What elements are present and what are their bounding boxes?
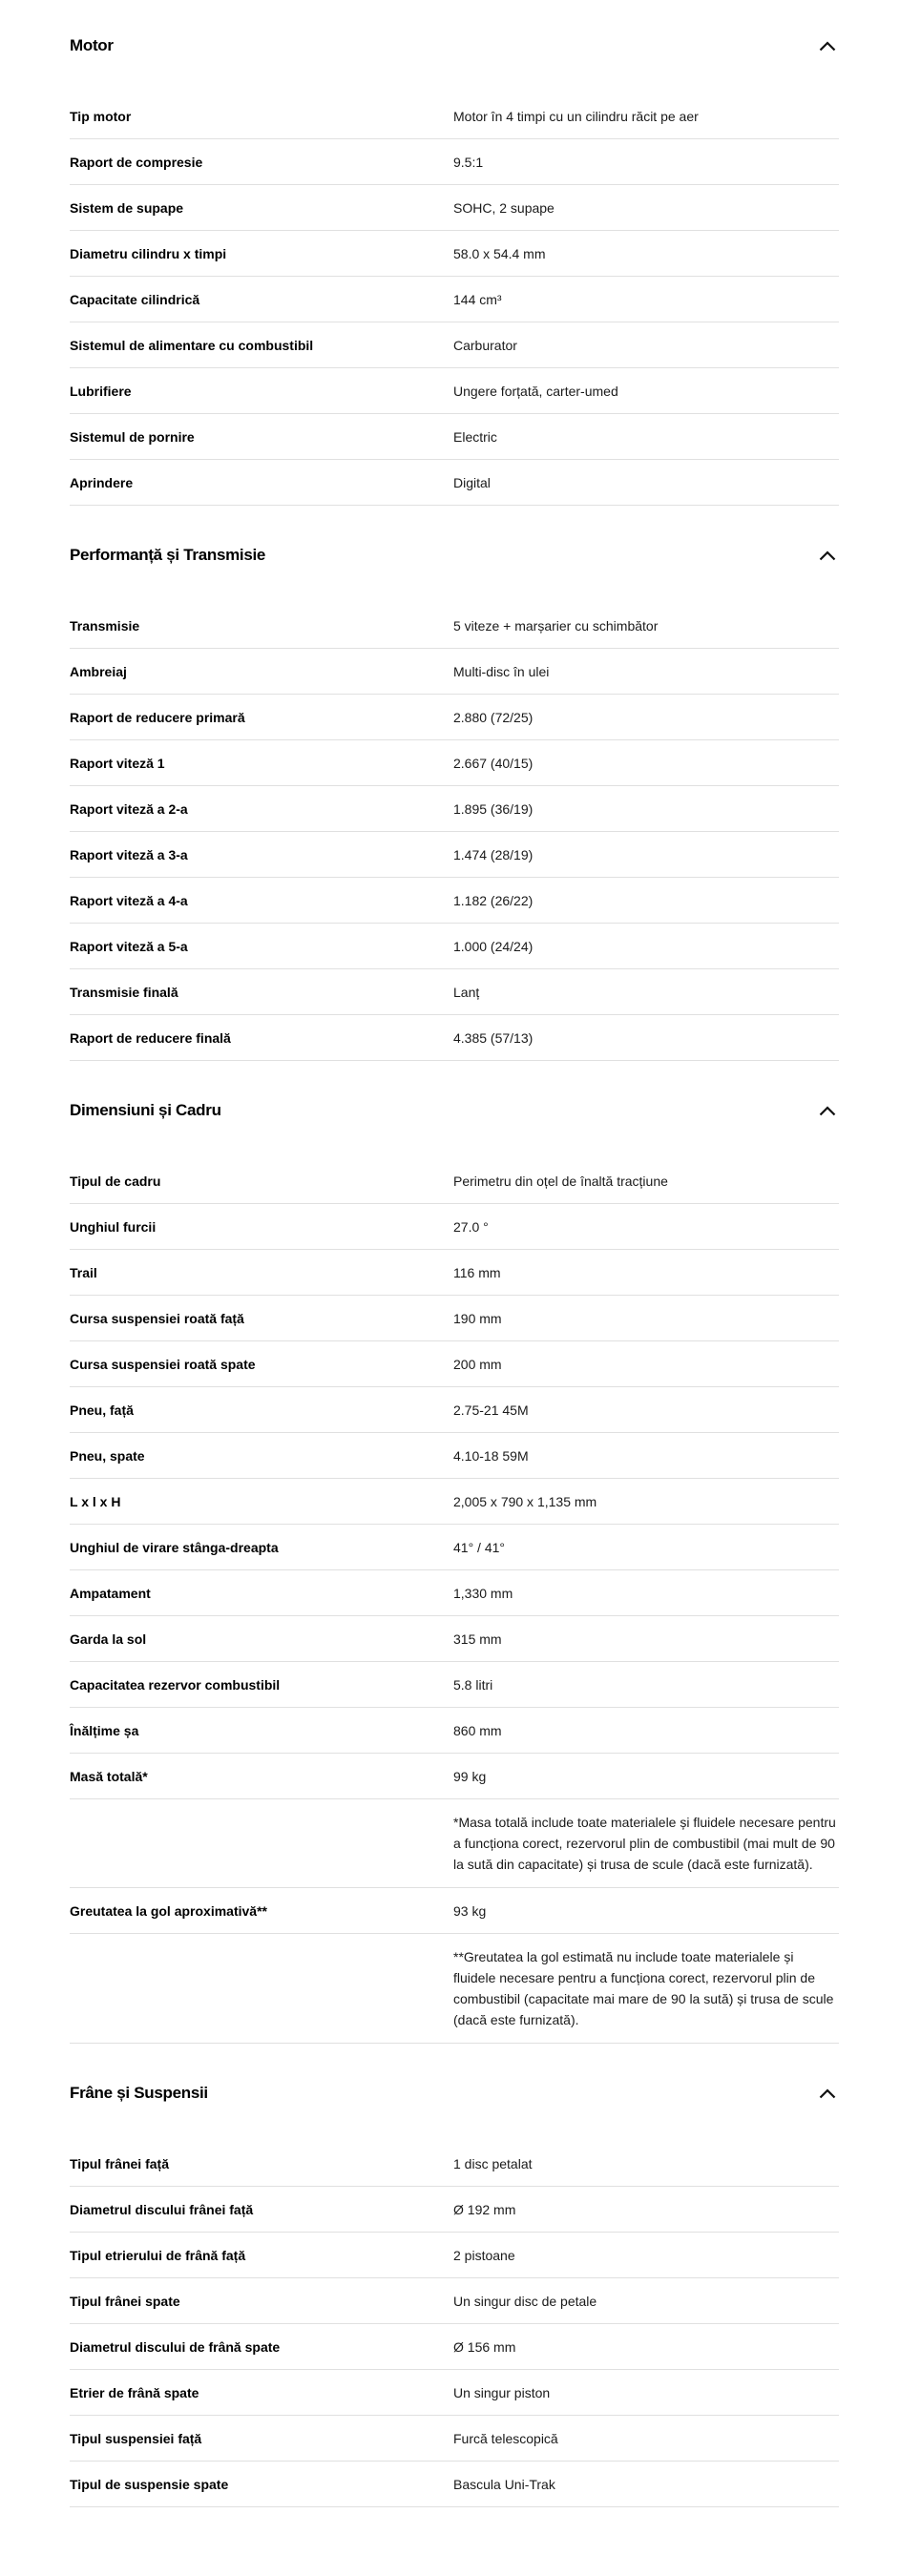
spec-row — [70, 1341, 839, 1387]
spec-label: Tipul frânei față — [70, 2155, 169, 2171]
spec-label: Raport de reducere primară — [70, 709, 245, 725]
spec-row — [70, 1570, 839, 1616]
spec-section — [70, 36, 839, 506]
spec-row — [70, 277, 839, 322]
spec-row — [70, 322, 839, 368]
spec-table — [70, 603, 839, 1061]
section-title: Frâne și Suspensii — [70, 2084, 208, 2102]
spec-section — [70, 1101, 839, 2044]
spec-label: Etrier de frână spate — [70, 2384, 199, 2400]
spec-value: SOHC, 2 supape — [453, 199, 555, 216]
spec-label: L x l x H — [70, 1493, 121, 1509]
spec-label: Diametrul discului frânei față — [70, 2201, 254, 2217]
spec-value: Furcă telescopică — [453, 2430, 558, 2446]
spec-label: Tipul de cadru — [70, 1173, 161, 1189]
spec-row — [70, 1158, 839, 1204]
spec-row — [70, 2416, 839, 2462]
spec-label: Raport viteză a 4-a — [70, 892, 188, 908]
spec-row — [70, 1888, 839, 1934]
spec-label: Raport viteză a 5-a — [70, 938, 188, 954]
spec-value: 5 viteze + marșarier cu schimbător — [453, 617, 659, 634]
spec-value: 1.895 (36/19) — [453, 800, 534, 817]
spec-row — [70, 460, 839, 506]
spec-table — [70, 93, 839, 506]
spec-note-row — [70, 1799, 839, 1888]
spec-label: Trail — [70, 1264, 97, 1280]
spec-row — [70, 1387, 839, 1433]
spec-row — [70, 2187, 839, 2233]
chevron-up-icon[interactable] — [818, 1104, 837, 1117]
section-header[interactable] — [70, 546, 839, 565]
spec-value: 41° / 41° — [453, 1539, 506, 1555]
spec-label: Capacitate cilindrică — [70, 291, 200, 307]
spec-value: 58.0 x 54.4 mm — [453, 245, 546, 261]
spec-label: Pneu, față — [70, 1402, 134, 1418]
spec-value: 1 disc petalat — [453, 2155, 533, 2171]
spec-row — [70, 603, 839, 649]
section-title: Performanță și Transmisie — [70, 546, 266, 564]
spec-value: Ø 156 mm — [453, 2338, 516, 2355]
spec-value: Un singur disc de petale — [453, 2293, 597, 2309]
spec-value: 2.667 (40/15) — [453, 755, 534, 771]
spec-row — [70, 1479, 839, 1525]
spec-value: Bascula Uni-Trak — [453, 2476, 555, 2492]
spec-row — [70, 1662, 839, 1708]
spec-value: Ungere forțată, carter-umed — [453, 383, 618, 399]
spec-value: 2.880 (72/25) — [453, 709, 534, 725]
spec-note-row — [70, 1934, 839, 2044]
spec-value: 116 mm — [453, 1264, 501, 1280]
spec-label: Greutatea la gol aproximativă** — [70, 1902, 267, 1919]
spec-value: 1.182 (26/22) — [453, 892, 534, 908]
spec-value: Digital — [453, 474, 491, 490]
spec-label: Unghiul de virare stânga-dreapta — [70, 1539, 279, 1555]
spec-table — [70, 1158, 839, 2044]
spec-row — [70, 1708, 839, 1754]
spec-row — [70, 878, 839, 924]
section-title: Motor — [70, 36, 114, 54]
section-title: Dimensiuni și Cadru — [70, 1101, 221, 1119]
spec-label: Raport viteză a 3-a — [70, 846, 188, 862]
spec-value: 190 mm — [453, 1310, 502, 1326]
spec-row — [70, 1616, 839, 1662]
spec-label: Sistemul de pornire — [70, 428, 195, 445]
spec-label: Diametrul discului de frână spate — [70, 2338, 281, 2355]
spec-value: 200 mm — [453, 1356, 502, 1372]
spec-section — [70, 546, 839, 1061]
spec-row — [70, 969, 839, 1015]
chevron-up-icon[interactable] — [818, 2087, 837, 2100]
spec-label: Ambreiaj — [70, 663, 127, 679]
spec-row — [70, 1250, 839, 1296]
spec-row — [70, 1433, 839, 1479]
spec-row — [70, 2278, 839, 2324]
spec-value: 1,330 mm — [453, 1585, 513, 1601]
spec-value: 860 mm — [453, 1722, 502, 1738]
spec-row — [70, 2324, 839, 2370]
spec-value: 315 mm — [453, 1631, 502, 1647]
spec-label: Sistem de supape — [70, 199, 184, 216]
spec-value: 9.5:1 — [453, 154, 484, 170]
spec-label: Aprindere — [70, 474, 134, 490]
spec-value: 93 kg — [453, 1902, 487, 1919]
spec-value: Carburator — [453, 337, 517, 353]
spec-value: 1.000 (24/24) — [453, 938, 534, 954]
spec-row — [70, 2233, 839, 2278]
spec-label: Sistemul de alimentare cu combustibil — [70, 337, 314, 353]
spec-table — [70, 2141, 839, 2507]
spec-value: 4.385 (57/13) — [453, 1029, 534, 1046]
spec-label: Tip motor — [70, 108, 132, 124]
spec-value: 4.10-18 59M — [453, 1447, 529, 1464]
spec-row — [70, 2370, 839, 2416]
chevron-up-icon[interactable] — [818, 549, 837, 562]
spec-value: 1.474 (28/19) — [453, 846, 534, 862]
spec-row — [70, 1296, 839, 1341]
spec-row — [70, 2462, 839, 2507]
spec-label: Diametru cilindru x timpi — [70, 245, 227, 261]
spec-value: 144 cm³ — [453, 291, 502, 307]
spec-label: Cursa suspensiei roată spate — [70, 1356, 256, 1372]
spec-row — [70, 414, 839, 460]
spec-row — [70, 139, 839, 185]
spec-label: Transmisie finală — [70, 984, 178, 1000]
spec-row — [70, 832, 839, 878]
spec-row — [70, 93, 839, 139]
spec-label: Capacitatea rezervor combustibil — [70, 1676, 281, 1693]
spec-value: 5.8 litri — [453, 1676, 493, 1693]
spec-row — [70, 1525, 839, 1570]
spec-label: Transmisie — [70, 617, 140, 634]
section-header[interactable] — [70, 36, 839, 55]
spec-row — [70, 924, 839, 969]
spec-row — [70, 1754, 839, 1799]
chevron-up-icon[interactable] — [818, 39, 837, 52]
spec-value: Perimetru din oțel de înaltă tracțiune — [453, 1173, 668, 1189]
spec-label: Tipul frânei spate — [70, 2293, 180, 2309]
spec-label: Cursa suspensiei roată față — [70, 1310, 244, 1326]
spec-label: Pneu, spate — [70, 1447, 145, 1464]
spec-label: Tipul suspensiei față — [70, 2430, 202, 2446]
spec-label: Raport viteză a 2-a — [70, 800, 188, 817]
spec-note-text: *Masa totală include toate materialele și fluidele necesare pentru a funcționa corect, rezervorul plin de combustibil (mai mult de 90 la sută din capacitate) și trusa de scule (dacă este furnizată). — [453, 1815, 836, 1872]
spec-row — [70, 368, 839, 414]
spec-label: Ampatament — [70, 1585, 151, 1601]
spec-label: Raport viteză 1 — [70, 755, 165, 771]
spec-sections-container — [70, 36, 839, 2507]
spec-value: Motor în 4 timpi cu un cilindru răcit pe aer — [453, 108, 699, 124]
section-header[interactable] — [70, 1101, 839, 1120]
spec-row — [70, 740, 839, 786]
spec-value: 2,005 x 790 x 1,135 mm — [453, 1493, 597, 1509]
spec-value: 99 kg — [453, 1768, 487, 1784]
spec-row — [70, 649, 839, 695]
spec-value: 2 pistoane — [453, 2247, 515, 2263]
spec-row — [70, 1204, 839, 1250]
spec-row — [70, 231, 839, 277]
spec-label: Înălțime șa — [70, 1722, 139, 1738]
spec-label: Raport de reducere finală — [70, 1029, 231, 1046]
spec-value: Multi-disc în ulei — [453, 663, 550, 679]
spec-value: 27.0 ° — [453, 1218, 489, 1235]
spec-label: Unghiul furcii — [70, 1218, 157, 1235]
spec-row — [70, 695, 839, 740]
spec-value: 2.75-21 45M — [453, 1402, 529, 1418]
spec-label: Garda la sol — [70, 1631, 147, 1647]
spec-label: Tipul de suspensie spate — [70, 2476, 229, 2492]
section-header[interactable] — [70, 2084, 839, 2103]
spec-section — [70, 2084, 839, 2507]
spec-label: Lubrifiere — [70, 383, 132, 399]
spec-row — [70, 185, 839, 231]
spec-row — [70, 2141, 839, 2187]
spec-value: Un singur piston — [453, 2384, 551, 2400]
spec-note-text: **Greutatea la gol estimată nu include toate materialele și fluidele necesare pentru a funcționa corect, rezervorul plin de combustibil (capacitate mai mare de 90 la sută) și trusa de scule (dacă este furnizată). — [453, 1949, 834, 2027]
spec-row — [70, 1015, 839, 1061]
spec-value: Electric — [453, 428, 497, 445]
spec-label: Tipul etrierului de frână față — [70, 2247, 246, 2263]
spec-row — [70, 786, 839, 832]
spec-label: Raport de compresie — [70, 154, 203, 170]
spec-label: Masă totală* — [70, 1768, 148, 1784]
spec-value: Lanț — [453, 984, 480, 1000]
spec-value: Ø 192 mm — [453, 2201, 516, 2217]
